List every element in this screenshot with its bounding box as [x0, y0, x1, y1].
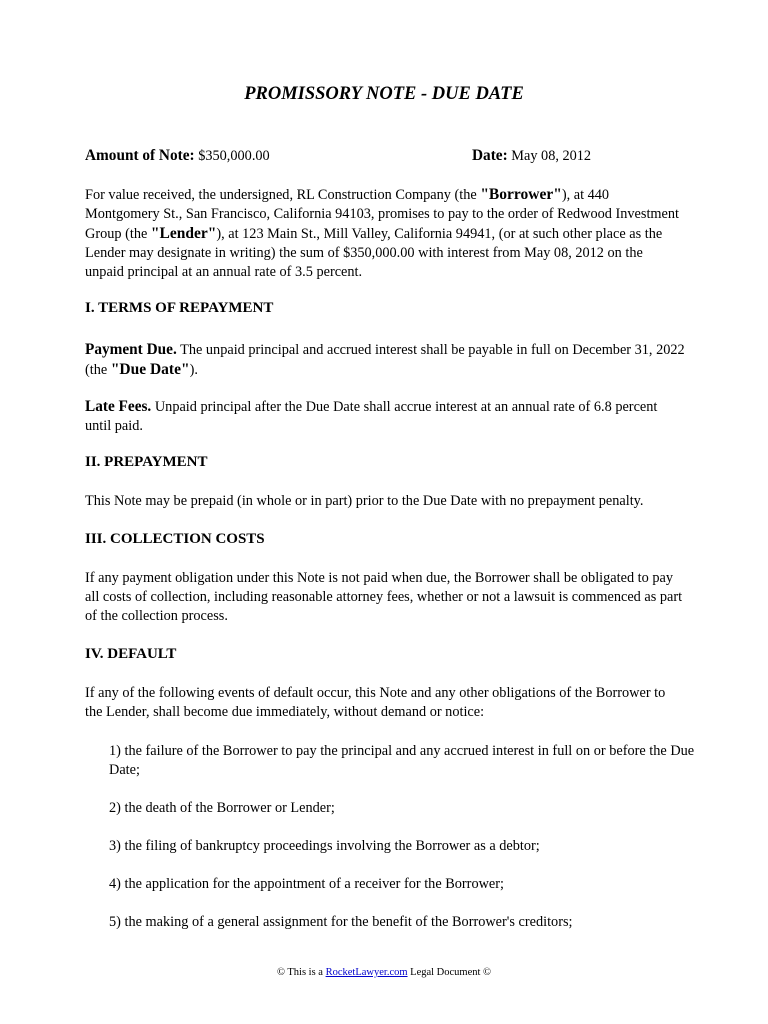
amount-of-note	[85, 146, 270, 166]
intro-paragraph	[85, 185, 685, 282]
default-item: 3) the filing of bankruptcy proceedings involving the Borrower as a debtor;	[109, 838, 540, 854]
default-item: 2) the death of the Borrower or Lender;	[109, 800, 335, 816]
amount-label: Amount of Note:	[85, 147, 195, 164]
date-label: Date:	[472, 147, 508, 164]
date-value: May 08, 2012	[511, 148, 592, 164]
borrower-term: "Borrower"	[480, 186, 562, 203]
footer	[0, 966, 768, 980]
late-fees-text: Unpaid principal after the Due Date shall accrue interest at an annual rate of 6.8 percent until paid.	[85, 399, 658, 434]
section-heading-collection-costs: III. COLLECTION COSTS	[85, 531, 265, 547]
section-heading-prepayment: II. PREPAYMENT	[85, 454, 208, 470]
rocketlawyer-link[interactable]: RocketLawyer.com	[325, 967, 408, 978]
default-item: 1) the failure of the Borrower to pay the principal and any accrued interest in full on or before the Due Date;	[109, 743, 695, 778]
intro-text-2: ), at 440 Montgomery St., San Francisco, California 94103, promises to pay to the order of Redwood Investment Group (the	[85, 187, 680, 242]
lender-term: "Lender"	[150, 225, 217, 242]
late-fees-label: Late Fees.	[85, 398, 152, 415]
footer-text-pre: © This is a	[276, 967, 326, 978]
section-heading-repayment: I. TERMS OF REPAYMENT	[85, 300, 274, 316]
default-item: 5) the making of a general assignment for the benefit of the Borrower's creditors;	[109, 914, 573, 930]
prepayment-paragraph: This Note may be prepaid (in whole or in part) prior to the Due Date with no prepayment penalty.	[85, 493, 644, 509]
payment-due-paragraph	[85, 340, 685, 380]
amount-value: $350,000.00	[198, 148, 270, 164]
due-date-term: "Due Date"	[110, 361, 190, 378]
payment-due-text-1: The unpaid principal and accrued interest shall be payable in full on December 31, 2022 (the	[85, 342, 685, 378]
intro-text-3: ), at 123 Main St., Mill Valley, California 94941, (or at such other place as the Lender may designate in writing) the sum of $350,000.00 with interest from May 08, 2012 on the unpaid principal at an annual rate of 3.5 percent.	[85, 226, 663, 280]
default-item: 4) the application for the appointment of a receiver for the Borrower;	[109, 876, 504, 892]
note-date	[472, 146, 591, 166]
document-title: PROMISSORY NOTE - DUE DATE	[244, 84, 524, 104]
default-paragraph: If any of the following events of default occur, this Note and any other obligations of the Borrower to the Lender, shall become due immediately, without demand or notice:	[85, 685, 666, 720]
collection-costs-paragraph: If any payment obligation under this Note is not paid when due, the Borrower shall be obligated to pay all costs of collection, including reasonable attorney fees, whether or not a lawsuit is commenced as part of the collection process.	[85, 570, 683, 624]
payment-due-text-2: ).	[189, 362, 198, 378]
section-heading-default: IV. DEFAULT	[85, 646, 177, 662]
payment-due-label: Payment Due.	[85, 341, 177, 358]
intro-text-1: For value received, the undersigned, RL Construction Company (the	[85, 187, 481, 203]
footer-text-post: Legal Document ©	[407, 967, 492, 978]
late-fees-paragraph	[85, 397, 685, 436]
